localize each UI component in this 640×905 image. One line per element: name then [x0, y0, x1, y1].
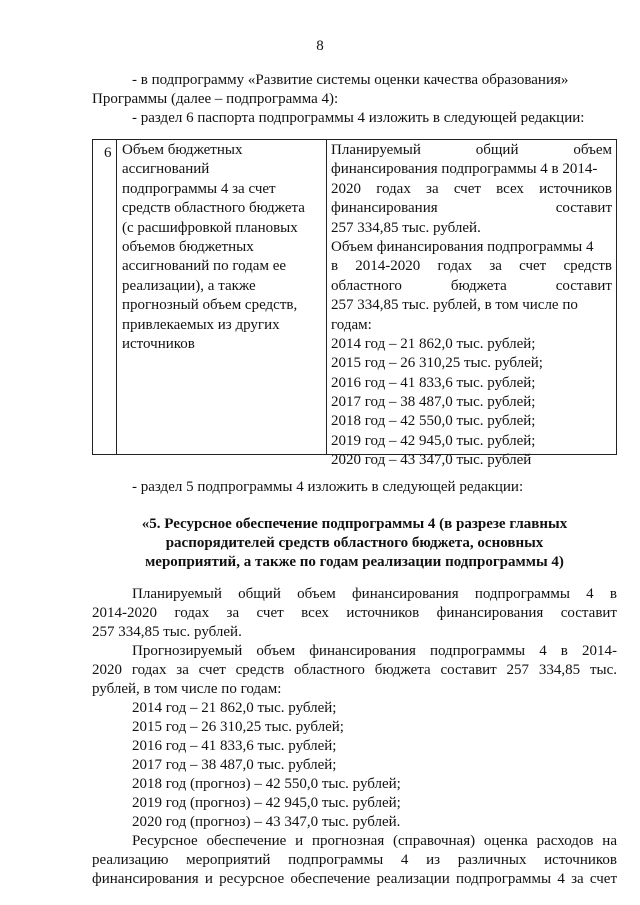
body-p3-line-2: реализацию мероприятий подпрограммы 4 из различных источников: [92, 852, 617, 868]
value-line: Планируемый общий объем: [331, 142, 612, 158]
body-p1-line-2: 2014-2020 годах за счет всех источников финансирования составит: [92, 605, 617, 621]
body-p2-line-1: Прогнозируемый объем финансирования подпрограммы 4 в 2014-: [132, 643, 617, 659]
label-line: прогнозный объем средств,: [122, 297, 298, 314]
value-line: в 2014-2020 годах за счет средств: [331, 258, 612, 275]
label-line: ассигнований по годам ее: [122, 258, 287, 275]
table-divider-2: [326, 139, 327, 455]
value-line: финансирования подпрограммы 4 в 2014-: [331, 161, 598, 178]
body-p1-line-3: 257 334,85 тыс. рублей.: [92, 624, 242, 640]
value-line: 2020 год – 43 347,0 тыс. рублей: [331, 452, 532, 469]
intro-line-2: Программы (далее – подпрограмма 4):: [92, 91, 339, 107]
value-line: 2018 год – 42 550,0 тыс. рублей;: [331, 413, 536, 430]
body-p2-line-2: 2020 годах за счет средств областного бюджета составит 257 334,85 тыс.: [92, 662, 617, 678]
label-line: ассигнований: [122, 161, 210, 178]
value-line: 257 334,85 тыс. рублей, в том числе по: [331, 297, 578, 314]
value-line: 2017 год – 38 487,0 тыс. рублей;: [331, 394, 536, 411]
year-item: 2017 год – 38 487,0 тыс. рублей;: [132, 757, 337, 773]
value-line: годам:: [331, 316, 372, 333]
year-item: 2019 год (прогноз) – 42 945,0 тыс. рублей;: [132, 795, 401, 811]
label-line: объемов бюджетных: [122, 238, 254, 255]
label-line: реализации), а также: [122, 277, 256, 294]
table-border-top: [92, 139, 617, 140]
body-p3-line-3: финансирования и ресурсное обеспечение реализации подпрограммы 4 за счет: [92, 871, 617, 887]
value-line: 2015 год – 26 310,25 тыс. рублей;: [331, 355, 543, 372]
page-number: 8: [316, 38, 324, 54]
table-cell-value: [331, 141, 612, 471]
table-divider-1: [116, 139, 117, 455]
body-p1-line-1: Планируемый общий объем финансирования подпрограммы 4 в: [132, 586, 617, 602]
body-p3-line-1: Ресурсное обеспечение и прогнозная (справочная) оценка расходов на: [132, 833, 617, 849]
label-line: подпрограммы 4 за счет: [122, 180, 276, 197]
value-line: 257 334,85 тыс. рублей.: [331, 219, 481, 236]
value-line: 2019 год – 42 945,0 тыс. рублей;: [331, 432, 536, 449]
section-heading-line-3: мероприятий, а также по годам реализации подпрограммы 4): [145, 554, 564, 570]
value-line: 2020 годах за счет всех источников: [331, 180, 612, 197]
label-line: Объем бюджетных: [122, 142, 243, 158]
value-line: финансирования составит: [331, 200, 612, 217]
body-p2-line-3: рублей, в том числе по годам:: [92, 681, 282, 697]
year-item: 2020 год (прогноз) – 43 347,0 тыс. рублей.: [132, 814, 401, 830]
value-line: Объем финансирования подпрограммы 4: [331, 238, 594, 255]
value-line: областного бюджета составит: [331, 277, 612, 294]
section5-intro: - раздел 5 подпрограммы 4 изложить в следующей редакции:: [132, 479, 524, 495]
table-border-right: [616, 139, 617, 455]
year-item: 2018 год (прогноз) – 42 550,0 тыс. рублей;: [132, 776, 401, 792]
section-heading-line-1: «5. Ресурсное обеспечение подпрограммы 4 (в разрезе главных: [141, 516, 568, 532]
value-line: 2016 год – 41 833,6 тыс. рублей;: [331, 374, 536, 391]
table-cell-label: [122, 141, 322, 354]
table-row-number: 6: [104, 145, 112, 161]
year-item: 2016 год – 41 833,6 тыс. рублей;: [132, 738, 337, 754]
value-line: 2014 год – 21 862,0 тыс. рублей;: [331, 335, 536, 352]
year-item: 2014 год – 21 862,0 тыс. рублей;: [132, 700, 337, 716]
label-line: средств областного бюджета: [122, 200, 305, 217]
intro-line-1: - в подпрограмму «Развитие системы оценки качества образования»: [132, 72, 569, 88]
table-border-left: [92, 139, 93, 455]
label-line: источников: [122, 335, 195, 352]
section-heading-line-2: распорядителей средств областного бюджета, основных: [165, 535, 544, 551]
intro-line-3: - раздел 6 паспорта подпрограммы 4 изложить в следующей редакции:: [132, 110, 585, 126]
passport-table: [92, 139, 617, 469]
label-line: привлекаемых из других: [122, 316, 280, 333]
label-line: (с расшифровкой плановых: [122, 219, 298, 236]
year-item: 2015 год – 26 310,25 тыс. рублей;: [132, 719, 344, 735]
